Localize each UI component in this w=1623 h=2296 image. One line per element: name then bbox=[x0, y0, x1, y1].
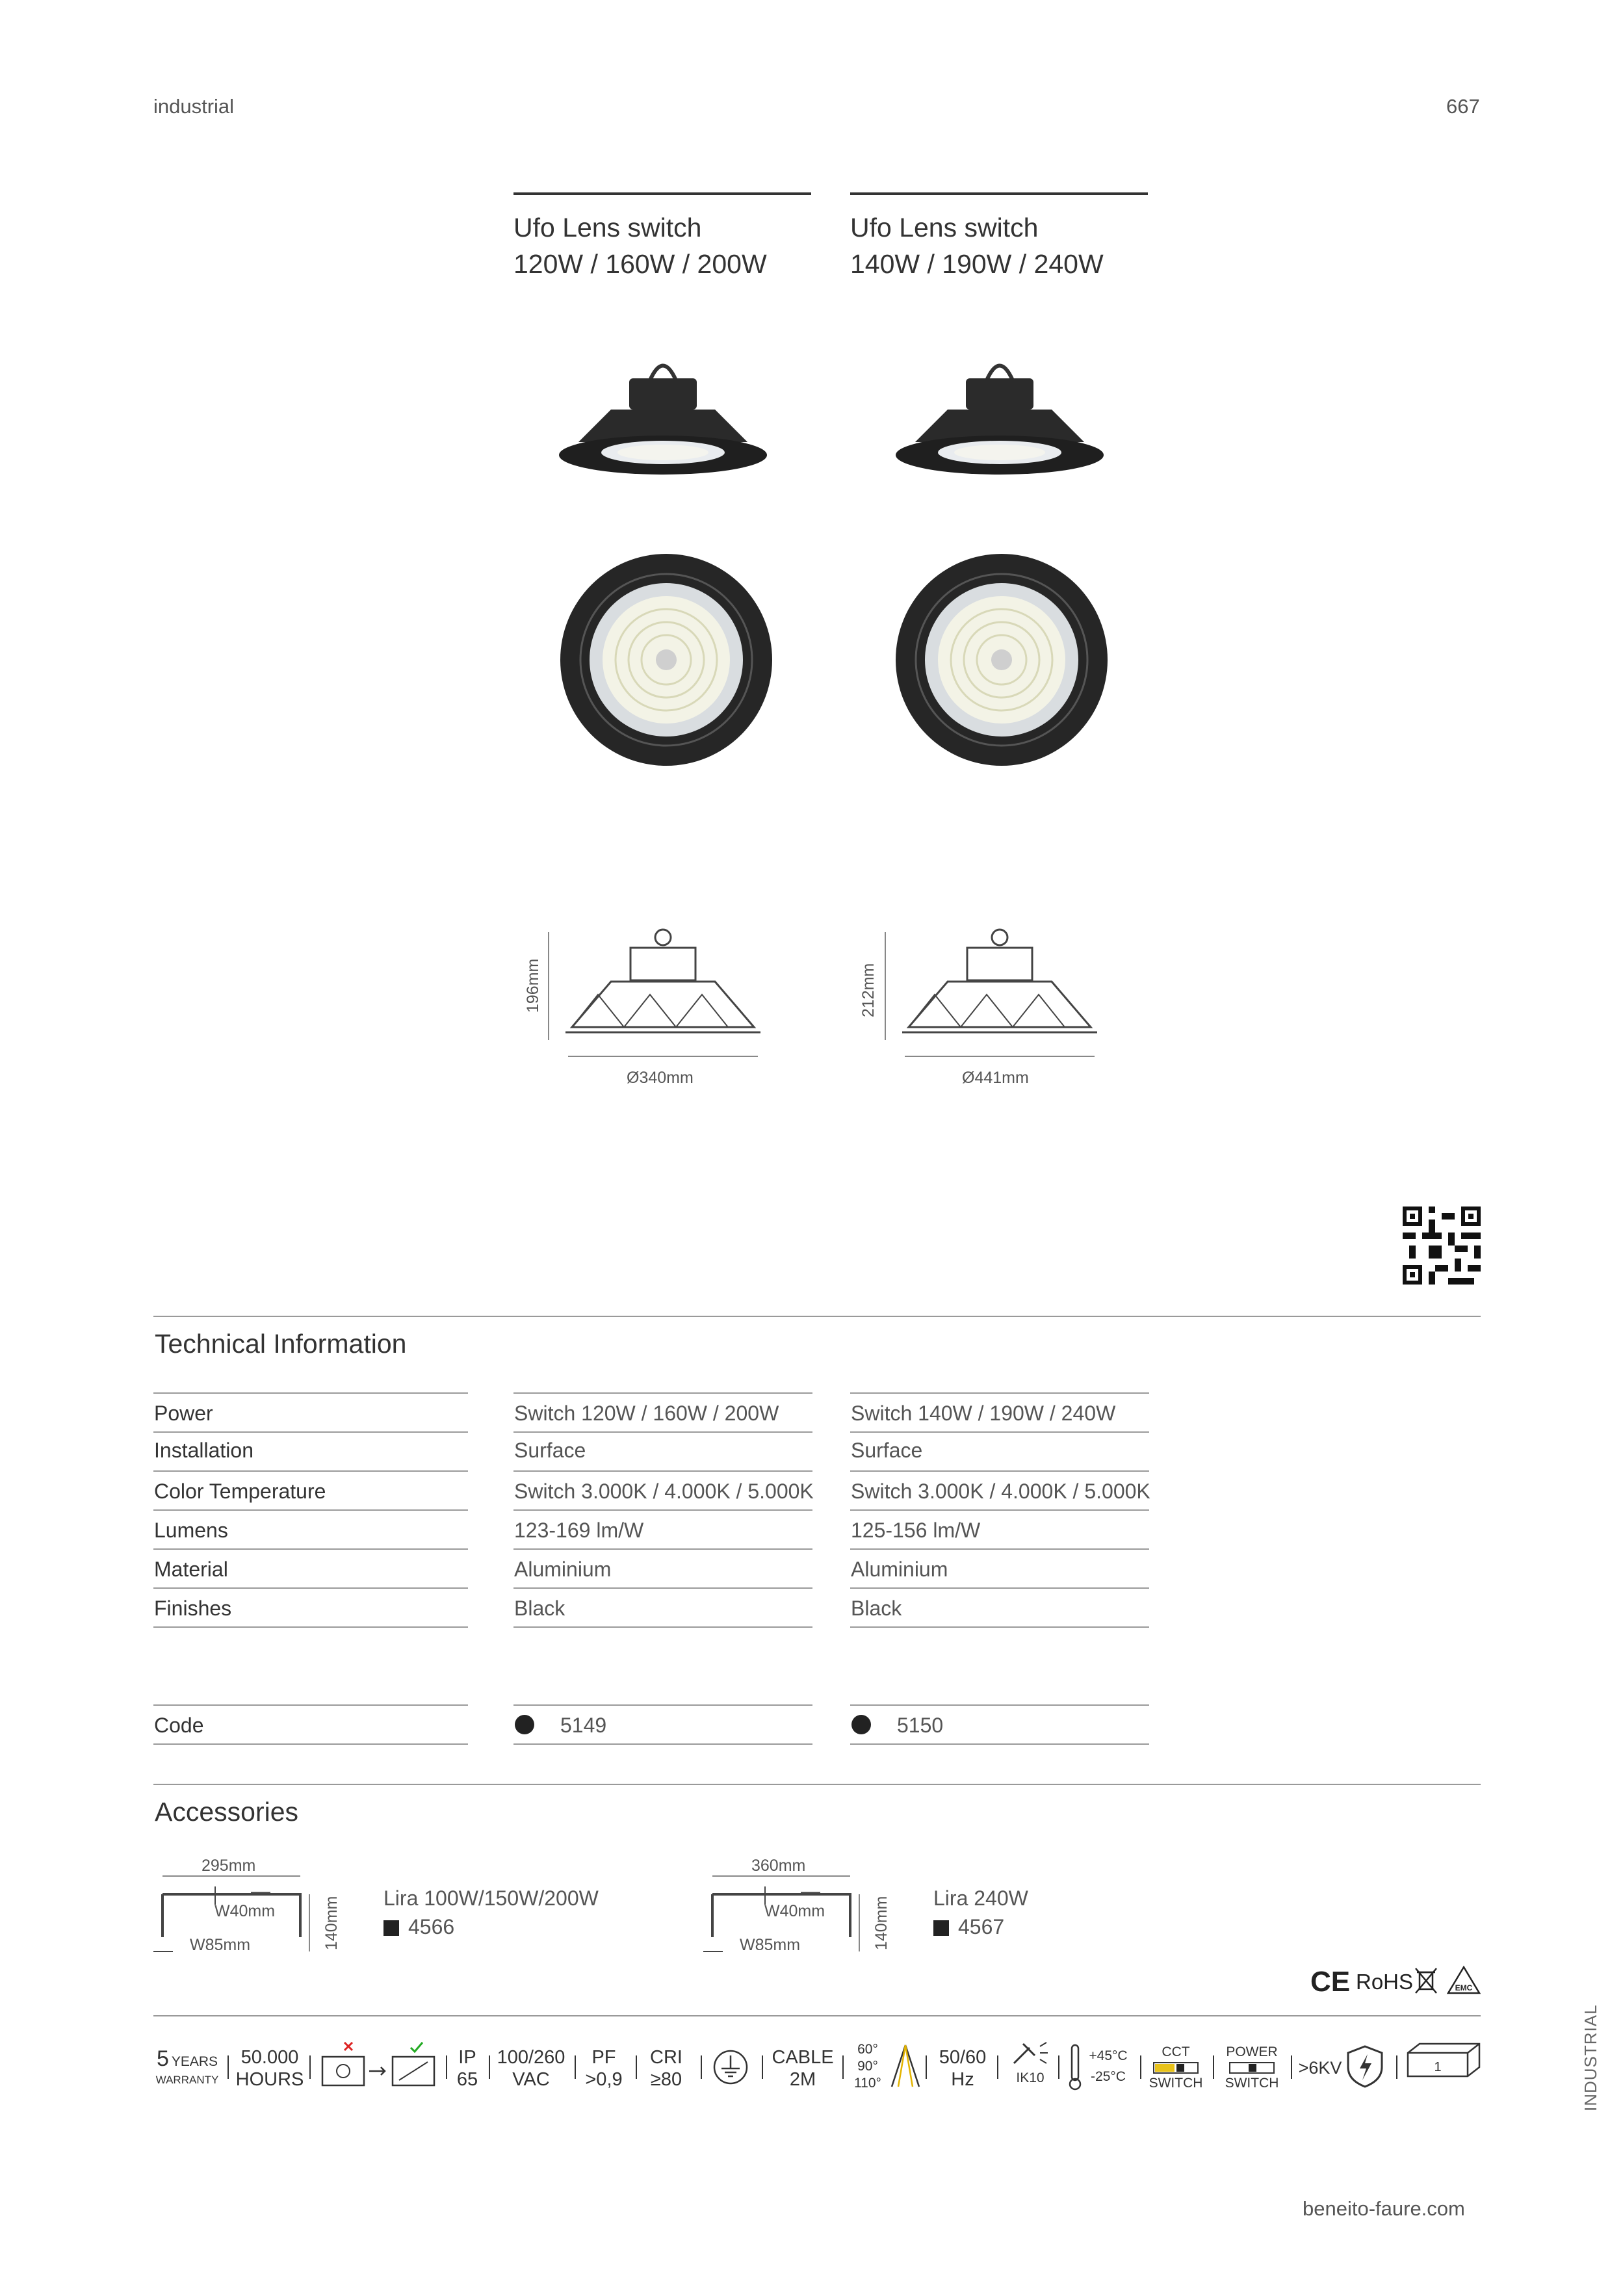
tech-rule-v2-6 bbox=[850, 1626, 1149, 1628]
warranty-word: WARRANTY bbox=[155, 2074, 219, 2086]
accessories-section-rule bbox=[153, 1784, 1481, 1785]
impact-hammer-icon bbox=[1010, 2040, 1049, 2066]
footer-website-link[interactable]: beneito-faure.com bbox=[1303, 2197, 1465, 2220]
tech-rule-label-5 bbox=[153, 1587, 468, 1589]
feature-separator bbox=[701, 2055, 702, 2079]
beam-angles-icon bbox=[846, 2041, 889, 2092]
accessory-1-code: 4566 bbox=[408, 1915, 455, 1938]
warranty-years: YEARS bbox=[171, 2054, 218, 2069]
weee-bin-icon bbox=[1414, 1966, 1438, 1996]
tech-value-power-2: Switch 140W / 190W / 240W bbox=[851, 1402, 1116, 1425]
temperature-max: +45°C bbox=[1089, 2048, 1128, 2063]
accessory-2-code: 4567 bbox=[958, 1915, 1005, 1938]
emc-triangle-icon bbox=[1447, 1964, 1481, 1996]
tech-label-material: Material bbox=[154, 1558, 228, 1581]
feature-separator bbox=[1291, 2055, 1292, 2079]
tech-label-finishes: Finishes bbox=[154, 1597, 232, 1620]
product-2-title-line2: 140W / 190W / 240W bbox=[850, 249, 1104, 279]
ik-rating-icon bbox=[1007, 2070, 1053, 2087]
accessory-1-height: 140mm bbox=[322, 1896, 341, 1950]
earth-ground-icon bbox=[712, 2049, 749, 2085]
technical-title: Technical Information bbox=[155, 1329, 407, 1359]
hours-word: HOURS bbox=[235, 2069, 304, 2090]
product-2-bottom-photo bbox=[894, 553, 1109, 767]
accessory-1-width: 295mm bbox=[201, 1857, 256, 1875]
ip-label: IP bbox=[458, 2047, 476, 2068]
features-rule bbox=[153, 2015, 1481, 2016]
feature-separator bbox=[446, 2055, 447, 2079]
tech-rule-v2-top bbox=[850, 1392, 1149, 1394]
tech-label-lumens: Lumens bbox=[154, 1519, 228, 1542]
feature-separator bbox=[636, 2055, 637, 2079]
product-1-title bbox=[513, 209, 767, 282]
voltage-unit: VAC bbox=[512, 2069, 550, 2090]
beam-angle-110: 110° bbox=[854, 2076, 881, 2091]
cri-value: ≥80 bbox=[650, 2069, 682, 2090]
frequency-value: 50/60 bbox=[939, 2047, 987, 2068]
thermometer-icon bbox=[1067, 2044, 1083, 2091]
accessory-2-finish-square bbox=[933, 1920, 949, 1936]
accessory-1-inner-width: W40mm bbox=[214, 1902, 276, 1920]
temperature-range bbox=[1084, 2048, 1132, 2085]
accessory-1-finish-square bbox=[383, 1920, 399, 1936]
cct-switch-graphic bbox=[1153, 2062, 1199, 2074]
tech-label-power: Power bbox=[154, 1402, 213, 1425]
tech-rule-label-2 bbox=[153, 1470, 468, 1472]
frequency-unit: Hz bbox=[951, 2069, 974, 2090]
frequency-icon bbox=[933, 2046, 992, 2091]
tech-value-installation-2: Surface bbox=[851, 1439, 923, 1462]
emc-label: EMC bbox=[1455, 1983, 1473, 1992]
tech-rule-label-top bbox=[153, 1392, 468, 1394]
power-switch-icon bbox=[1221, 2044, 1283, 2092]
black-finish-dot-2 bbox=[851, 1715, 871, 1734]
accessory-1-name: Lira 100W/150W/200W bbox=[383, 1886, 599, 1910]
tech-rule-v1-top bbox=[513, 1392, 812, 1394]
product-1-title-line1: Ufo Lens switch bbox=[513, 213, 702, 242]
code-rule-v1-top bbox=[513, 1704, 812, 1706]
technical-section-rule bbox=[153, 1316, 1481, 1317]
tech-rule-v2-1 bbox=[850, 1431, 1149, 1433]
tech-rule-v2-3 bbox=[850, 1509, 1149, 1511]
accessories-title: Accessories bbox=[155, 1797, 299, 1827]
code-rule-v2-top bbox=[850, 1704, 1149, 1706]
tech-rule-v2-2 bbox=[850, 1470, 1149, 1472]
rohs-label: RoHS bbox=[1356, 1970, 1414, 1994]
feature-separator bbox=[997, 2055, 998, 2079]
cct-switch-word: SWITCH bbox=[1149, 2076, 1203, 2091]
accessory-2-width: 360mm bbox=[751, 1857, 806, 1875]
code-rule-v1-bottom bbox=[513, 1743, 812, 1745]
temperature-min: -25°C bbox=[1091, 2069, 1126, 2084]
beam-angle-90: 90° bbox=[857, 2059, 878, 2074]
cable-label: CABLE bbox=[772, 2047, 834, 2068]
warranty-number: 5 bbox=[156, 2046, 169, 2071]
tech-rule-label-4 bbox=[153, 1548, 468, 1550]
accessory-2-inner-width: W40mm bbox=[764, 1902, 825, 1920]
tech-rule-v1-4 bbox=[513, 1548, 812, 1550]
product-2-diameter-label: Ø441mm bbox=[962, 1069, 1029, 1087]
tech-value-color-temperature-2: Switch 3.000K / 4.000K / 5.000K bbox=[851, 1480, 1150, 1503]
tech-rule-label-1 bbox=[153, 1431, 468, 1433]
pf-value: >0,9 bbox=[585, 2069, 623, 2090]
warranty-icon bbox=[153, 2046, 221, 2089]
cri-label: CRI bbox=[650, 2047, 682, 2068]
cable-length: 2M bbox=[789, 2069, 816, 2090]
shield-lightning-icon bbox=[1345, 2044, 1384, 2089]
tech-label-color-temperature: Color Temperature bbox=[154, 1480, 326, 1503]
power-label: POWER bbox=[1226, 2044, 1278, 2059]
feature-separator bbox=[926, 2055, 927, 2079]
tech-value-lumens-1: 123-169 lm/W bbox=[514, 1519, 644, 1542]
accessory-1-outer-width: W85mm bbox=[190, 1936, 251, 1954]
ce-mark-icon: CE bbox=[1310, 1966, 1351, 1998]
feature-separator bbox=[575, 2055, 576, 2079]
tech-rule-v1-1 bbox=[513, 1431, 812, 1433]
feature-separator bbox=[489, 2055, 490, 2079]
product-2-side-photo bbox=[889, 351, 1110, 481]
product-1-title-rule bbox=[513, 192, 811, 195]
product-1-side-photo bbox=[552, 351, 773, 481]
package-box-icon bbox=[1405, 2041, 1482, 2079]
product-2-dimension-drawing bbox=[883, 923, 1097, 1060]
black-finish-dot-1 bbox=[515, 1715, 534, 1734]
ip-rating-icon bbox=[452, 2046, 482, 2091]
feature-separator bbox=[1396, 2055, 1397, 2079]
tech-value-material-1: Aluminium bbox=[514, 1558, 612, 1581]
ik-rating: IK10 bbox=[1016, 2070, 1045, 2085]
surge-protection-icon bbox=[1296, 2057, 1344, 2079]
feature-separator bbox=[762, 2055, 763, 2079]
cri-icon bbox=[643, 2046, 689, 2091]
tech-rule-label-3 bbox=[153, 1509, 468, 1511]
side-section-label: INDUSTRIAL bbox=[1581, 2004, 1600, 2111]
tech-value-installation-1: Surface bbox=[514, 1439, 586, 1462]
cable-icon bbox=[771, 2046, 835, 2091]
hours-number: 50.000 bbox=[240, 2047, 299, 2068]
accessory-2-name: Lira 240W bbox=[933, 1886, 1028, 1910]
no-uv-ir-icon bbox=[318, 2040, 442, 2092]
page-number: 667 bbox=[1446, 95, 1480, 118]
voltage-icon bbox=[495, 2046, 567, 2091]
feature-separator bbox=[309, 2055, 311, 2079]
voltage-range: 100/260 bbox=[497, 2047, 565, 2068]
tech-label-installation: Installation bbox=[154, 1439, 253, 1462]
cct-switch-icon bbox=[1148, 2044, 1204, 2092]
hours-icon bbox=[235, 2046, 304, 2091]
product-1-height-label: 196mm bbox=[524, 958, 542, 1013]
product-1-dimension-drawing bbox=[546, 923, 760, 1060]
feature-separator bbox=[1213, 2055, 1214, 2079]
code-rule-label-top bbox=[153, 1704, 468, 1706]
tech-value-finishes-1: Black bbox=[514, 1597, 565, 1620]
ip-value: 65 bbox=[456, 2069, 478, 2090]
tech-rule-v2-5 bbox=[850, 1587, 1149, 1589]
tech-value-color-temperature-1: Switch 3.000K / 4.000K / 5.000K bbox=[514, 1480, 814, 1503]
code-value-2: 5150 bbox=[897, 1714, 944, 1737]
tech-value-lumens-2: 125-156 lm/W bbox=[851, 1519, 981, 1542]
tech-rule-label-6 bbox=[153, 1626, 468, 1628]
power-factor-icon bbox=[581, 2046, 627, 2091]
tech-rule-v1-5 bbox=[513, 1587, 812, 1589]
feature-separator bbox=[1058, 2055, 1059, 2079]
tech-rule-v2-4 bbox=[850, 1548, 1149, 1550]
code-rule-v2-bottom bbox=[850, 1743, 1149, 1745]
power-switch-graphic bbox=[1229, 2062, 1275, 2074]
code-rule-label-bottom bbox=[153, 1743, 468, 1745]
product-1-bottom-photo bbox=[559, 553, 773, 767]
qr-code[interactable] bbox=[1403, 1207, 1481, 1285]
product-2-height-label: 212mm bbox=[859, 963, 877, 1017]
accessory-2-outer-width: W85mm bbox=[740, 1936, 801, 1954]
code-label: Code bbox=[154, 1714, 204, 1737]
tech-rule-v1-6 bbox=[513, 1626, 812, 1628]
tech-value-material-2: Aluminium bbox=[851, 1558, 948, 1581]
product-1-diameter-label: Ø340mm bbox=[627, 1069, 694, 1087]
code-value-1: 5149 bbox=[560, 1714, 607, 1737]
tech-rule-v1-3 bbox=[513, 1509, 812, 1511]
header-section: industrial bbox=[153, 95, 235, 118]
accessory-2-height: 140mm bbox=[872, 1896, 890, 1950]
tech-value-power-1: Switch 120W / 160W / 200W bbox=[514, 1402, 779, 1425]
tech-value-finishes-2: Black bbox=[851, 1597, 902, 1620]
product-1-title-line2: 120W / 160W / 200W bbox=[513, 249, 767, 279]
beam-cone-icon bbox=[889, 2041, 922, 2089]
beam-angle-60: 60° bbox=[857, 2042, 878, 2057]
feature-separator bbox=[1140, 2055, 1141, 2079]
pf-label: PF bbox=[591, 2047, 616, 2068]
package-quantity: 1 bbox=[1434, 2060, 1442, 2074]
surge-value: >6KV bbox=[1298, 2058, 1342, 2078]
tech-rule-v1-2 bbox=[513, 1470, 812, 1472]
product-2-title-line1: Ufo Lens switch bbox=[850, 213, 1039, 242]
feature-separator bbox=[842, 2055, 844, 2079]
feature-separator bbox=[227, 2055, 229, 2079]
product-2-title bbox=[850, 209, 1104, 282]
power-switch-word: SWITCH bbox=[1225, 2076, 1279, 2091]
product-2-title-rule bbox=[850, 192, 1148, 195]
cct-label: CCT bbox=[1162, 2044, 1190, 2059]
